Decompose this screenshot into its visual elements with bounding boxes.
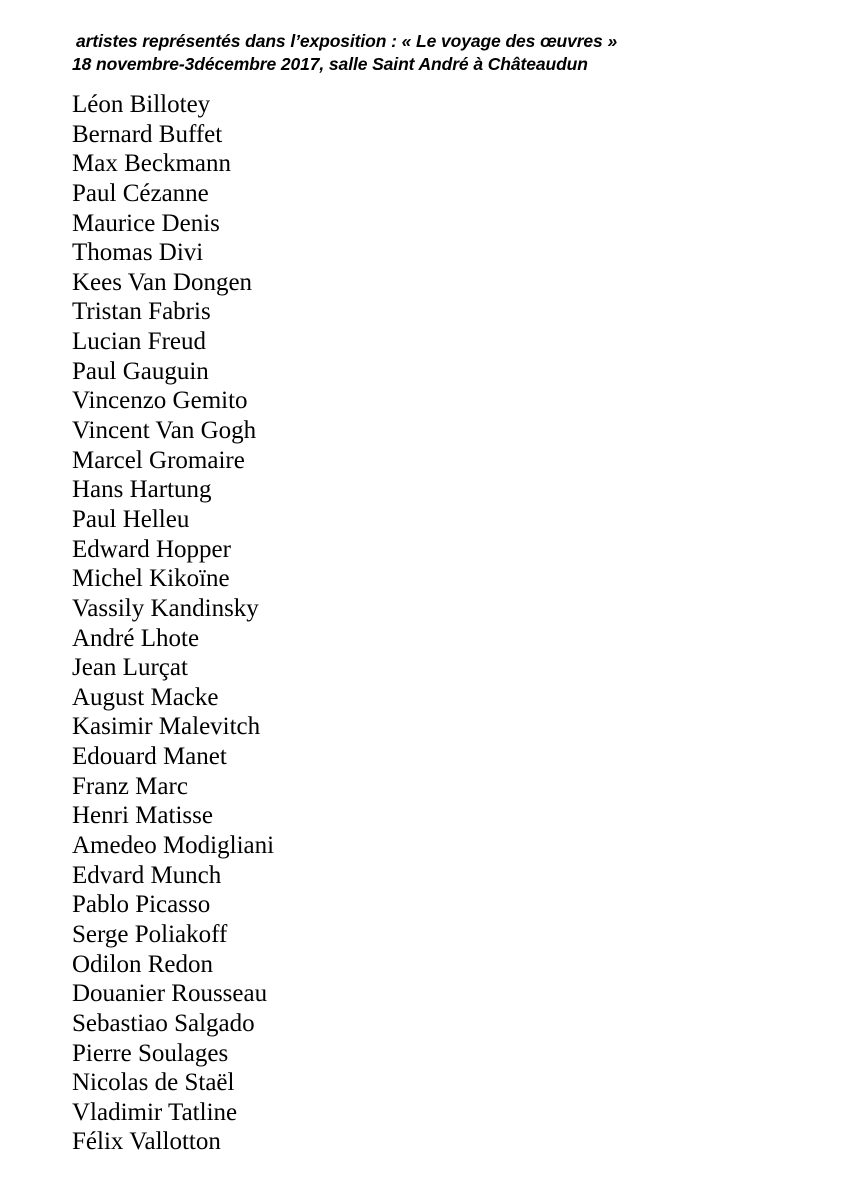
artist-name: Serge Poliakoff [72,920,228,948]
artist-name: Hans Hartung [72,476,212,504]
artist-name: Félix Vallotton [72,1128,221,1156]
artist-name: André Lhote [72,624,200,652]
document-header [72,30,617,76]
artist-name: Thomas Divi [72,239,204,267]
artist-name: Marcel Gromaire [72,446,245,474]
artist-name: Sebastiao Salgado [72,1009,255,1037]
artist-name: Max Beckmann [72,150,231,178]
artist-name: August Macke [72,683,219,711]
exhibition-title: artistes représentés dans l’exposition : « Le voyage des œuvres » [76,31,618,51]
artist-name: Kees Van Dongen [72,268,253,296]
artist-name: Michel Kikoïne [72,565,230,593]
exhibition-dates-location: 18 novembre-3décembre 2017, salle Saint André à Châteaudun [72,54,588,74]
artist-name: Tristan Fabris [72,298,211,326]
artist-name: Paul Helleu [72,505,190,533]
artist-name: Edouard Manet [72,743,227,771]
artist-name: Bernard Buffet [72,120,223,148]
artist-name: Vincent Van Gogh [72,417,257,445]
artist-name: Vladimir Tatline [72,1098,238,1126]
artist-name: Vassily Kandinsky [72,594,259,622]
artist-name: Léon Billotey [72,91,211,118]
artist-list [72,90,274,1157]
artist-name: Maurice Denis [72,209,220,237]
artist-name: Nicolas de Staël [72,1069,235,1097]
artist-name: Edward Hopper [72,535,231,563]
artist-name: Franz Marc [72,772,188,800]
artist-name: Jean Lurçat [72,654,188,682]
artist-name: Henri Matisse [72,802,213,830]
artist-name: Paul Gauguin [72,357,209,385]
artist-name: Pablo Picasso [72,891,211,919]
artist-name: Kasimir Malevitch [72,713,261,741]
artist-name: Lucian Freud [72,328,206,356]
artist-name: Odilon Redon [72,950,213,978]
artist-name: Paul Cézanne [72,179,209,207]
artist-name: Edvard Munch [72,861,222,889]
artist-name: Amedeo Modigliani [72,832,275,860]
artist-name: Pierre Soulages [72,1039,229,1067]
artist-name: Douanier Rousseau [72,980,268,1008]
artist-name: Vincenzo Gemito [72,387,248,415]
